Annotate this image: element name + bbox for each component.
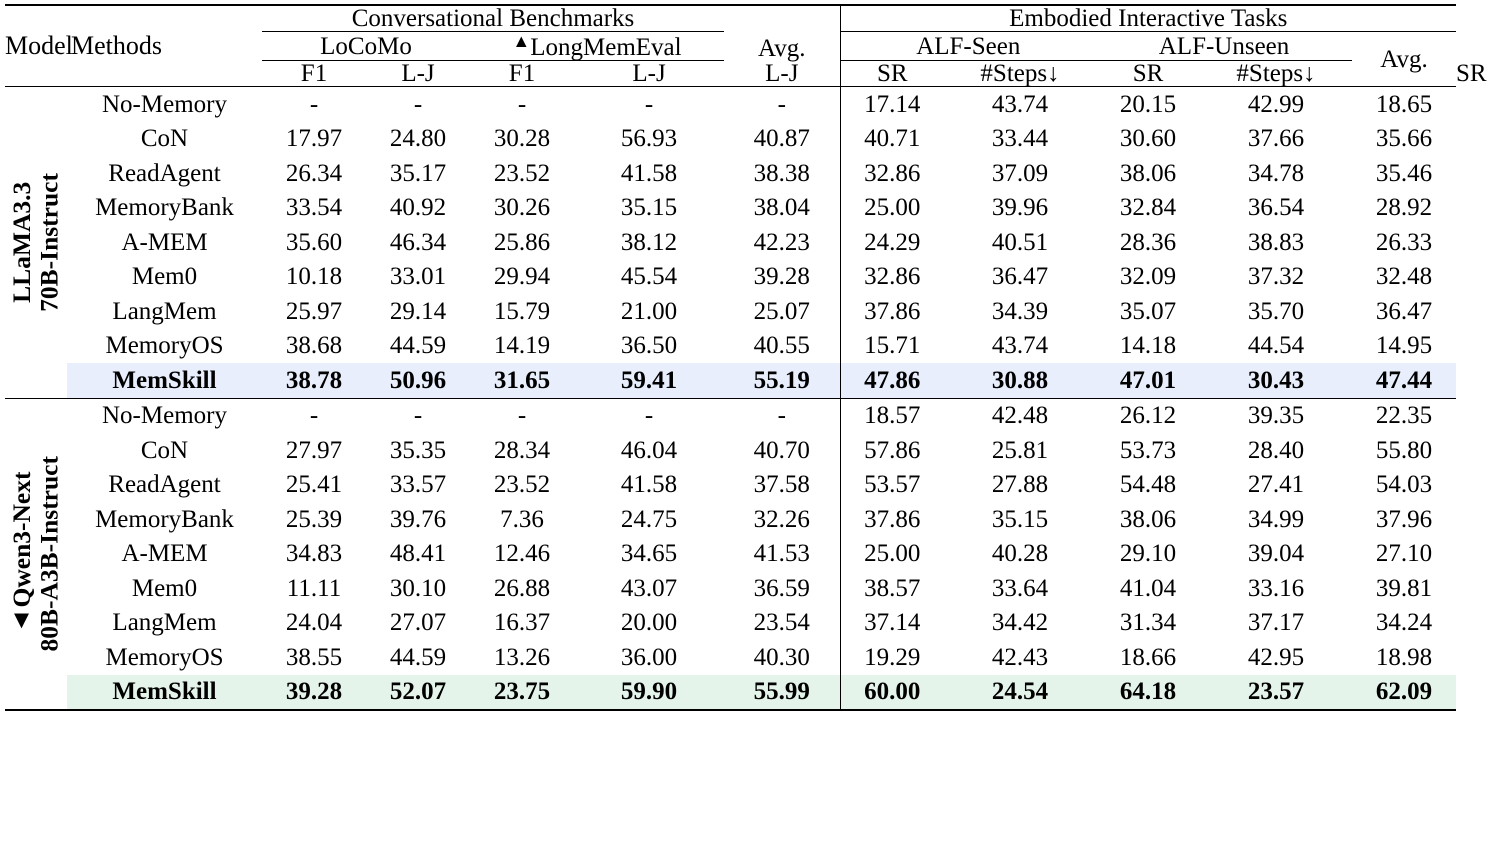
metric-header-7: SR <box>1132 60 1164 87</box>
model-label-line2: 80B-A3B-Instruct <box>35 456 64 652</box>
cell-SR-7: 30.60 <box>1119 125 1177 153</box>
cell-F1-0: 38.78 <box>262 363 366 398</box>
cell-LJ-1: 35.35 <box>389 436 447 464</box>
cell-Steps-8: 23.57 <box>1200 675 1352 711</box>
method-name: MemoryBank <box>95 505 234 533</box>
cell-SR-7: 32.84 <box>1119 194 1177 222</box>
cell-F1-2: 15.79 <box>493 297 551 325</box>
cell-F1-0: 39.28 <box>262 675 366 711</box>
cell-SR-9: 27.10 <box>1375 540 1433 568</box>
methods-column-header: Methods <box>67 5 262 87</box>
cell-SR-9: 26.33 <box>1375 228 1433 256</box>
cell-F1-0: 11.11 <box>286 574 342 602</box>
cell-LJ-3: 45.54 <box>620 263 678 291</box>
header-row-metrics: F1 L-J F1 L-J L-J SR #Steps↓ SR #Steps↓ SR <box>5 61 1456 87</box>
cell-F1-0: 34.83 <box>285 540 343 568</box>
cell-LJ-1: 48.41 <box>389 540 447 568</box>
cell-SR-9: 36.47 <box>1375 297 1433 325</box>
cell-Steps-6: 35.15 <box>991 505 1049 533</box>
subgroup-header-alf-seen: ALF-Seen <box>840 32 1096 61</box>
cell-Steps-8: 42.95 <box>1247 643 1305 671</box>
cell-SR-7: 35.07 <box>1119 297 1177 325</box>
cell-Steps-8: 38.83 <box>1247 228 1305 256</box>
cell-LJ-3: 38.12 <box>620 228 678 256</box>
cell-LJ-1: 50.96 <box>366 363 470 398</box>
cell-F1-2: 23.75 <box>470 675 574 711</box>
cell-F1-0: 25.97 <box>285 297 343 325</box>
method-name: Mem0 <box>131 263 198 291</box>
cell-LJ-4: 32.26 <box>753 505 810 533</box>
model-label-line1: LLaMA3.3 <box>7 181 37 303</box>
rule-cell <box>1200 710 1352 711</box>
cell-F1-0: 38.68 <box>285 332 343 360</box>
rule-cell <box>724 710 840 711</box>
cell-LJ-1: 44.59 <box>389 332 447 360</box>
group-header-conversational-avg: Avg. <box>724 5 840 61</box>
cell-SR-5: 15.71 <box>840 329 944 364</box>
cell-SR-5: 40.71 <box>840 122 944 157</box>
cell-LJ-3: 59.90 <box>574 675 724 711</box>
method-name: A-MEM <box>121 228 208 256</box>
cell-LJ-1: 29.14 <box>389 297 447 325</box>
cell-Steps-8: 39.04 <box>1247 540 1305 568</box>
subgroup-header-alf-unseen: ALF-Unseen <box>1096 32 1352 61</box>
cell-LJ-1: 52.07 <box>366 675 470 711</box>
cell-SR-5: 25.00 <box>840 537 944 572</box>
cell-SR-9: 37.96 <box>1375 505 1433 533</box>
cell-LJ-4: 36.59 <box>753 574 810 602</box>
cell-LJ-1: 39.76 <box>389 505 447 533</box>
cell-F1-0: 26.34 <box>285 159 343 187</box>
cell-LJ-4: 37.58 <box>753 471 810 499</box>
cell-LJ-4: 39.28 <box>753 263 810 291</box>
cell-LJ-3: 41.58 <box>620 159 678 187</box>
method-name: Mem0 <box>131 574 198 602</box>
subgroup-header-locomo: LoCoMo <box>262 32 470 61</box>
metric-header-4: L-J <box>765 59 799 87</box>
cell-LJ-1: 27.07 <box>389 609 447 637</box>
cell-F1-0: 27.97 <box>285 436 343 464</box>
cell-Steps-8: 37.66 <box>1247 125 1305 153</box>
cell-Steps-8: 34.99 <box>1247 505 1305 533</box>
cell-F1-2: 28.34 <box>493 436 551 464</box>
cell-F1-0: 33.54 <box>285 194 343 222</box>
cell-SR-9: 39.81 <box>1375 574 1433 602</box>
cell-F1-2: 30.28 <box>493 125 551 153</box>
method-name: MemoryBank <box>95 194 234 222</box>
model-column-header: Model <box>5 5 67 87</box>
table-row <box>5 640 1456 675</box>
cell-SR-7: 20.15 <box>1096 87 1200 122</box>
cell-Steps-6: 42.43 <box>991 643 1049 671</box>
metric-header-3: L-J <box>632 60 666 87</box>
cell-Steps-6: 33.44 <box>991 125 1049 153</box>
cell-Steps-6: 33.64 <box>991 574 1049 602</box>
cell-SR-5: 47.86 <box>840 363 944 398</box>
metric-header-2: F1 <box>508 60 536 87</box>
cell-SR-9: 32.48 <box>1375 263 1433 291</box>
cell-F1-0: 25.41 <box>285 471 343 499</box>
cell-LJ-4: 38.38 <box>753 159 810 187</box>
cell-SR-9: 54.03 <box>1375 471 1433 499</box>
cell-F1-2: 29.94 <box>493 263 551 291</box>
table-row <box>5 225 1456 260</box>
results-table-figure <box>0 4 1487 841</box>
table-row <box>5 606 1456 641</box>
cell-F1-2: 30.26 <box>493 194 551 222</box>
subgroup-header-longmemeval <box>470 32 724 61</box>
method-name: No-Memory <box>67 87 262 122</box>
cell-LJ-3: 20.00 <box>620 609 678 637</box>
cell-LJ-4: - <box>724 87 840 122</box>
cell-Steps-8: 33.16 <box>1247 574 1305 602</box>
cell-SR-7: 38.06 <box>1119 505 1177 533</box>
subgroup-header-longmemeval-label: LongMemEval <box>530 34 682 61</box>
cell-Steps-6: 43.74 <box>991 332 1049 360</box>
group-header-conversational: Conversational Benchmarks <box>262 5 724 32</box>
cell-LJ-1: 24.80 <box>389 125 447 153</box>
cell-SR-9: 18.65 <box>1352 87 1456 122</box>
rule-cell <box>67 710 262 711</box>
cell-LJ-4: - <box>724 398 840 433</box>
method-name: LangMem <box>112 609 217 637</box>
cell-LJ-3: 41.58 <box>620 471 678 499</box>
cell-LJ-4: 25.07 <box>753 297 810 325</box>
cell-SR-7: 26.12 <box>1096 398 1200 433</box>
metric-header-0: F1 <box>300 60 328 87</box>
cell-Steps-6: 42.48 <box>944 398 1096 433</box>
cell-F1-2: 23.52 <box>493 471 551 499</box>
table-row <box>5 122 1456 157</box>
cell-Steps-8: 37.17 <box>1247 609 1305 637</box>
cell-SR-5: 37.86 <box>840 294 944 329</box>
cell-LJ-4: 40.30 <box>753 643 810 671</box>
rule-cell <box>1096 710 1200 711</box>
method-name: MemoryOS <box>105 643 224 671</box>
cell-Steps-6: 30.88 <box>944 363 1096 398</box>
cell-LJ-1: - <box>366 87 470 122</box>
cell-SR-7: 28.36 <box>1119 228 1177 256</box>
cell-SR-5: 57.86 <box>840 433 944 468</box>
cell-SR-7: 14.18 <box>1119 332 1177 360</box>
metric-header-6: #Steps↓ <box>980 60 1060 87</box>
method-name: CoN <box>140 125 189 153</box>
cell-LJ-1: - <box>366 398 470 433</box>
cell-Steps-6: 25.81 <box>991 436 1049 464</box>
cell-SR-5: 32.86 <box>840 156 944 191</box>
triangle-marker-longmemeval: ▲ <box>512 31 531 51</box>
cell-F1-0: 24.04 <box>285 609 343 637</box>
metric-header-8: #Steps↓ <box>1236 60 1316 87</box>
cell-F1-2: - <box>470 87 574 122</box>
method-name: MemSkill <box>67 363 262 398</box>
cell-SR-5: 17.14 <box>840 87 944 122</box>
cell-Steps-6: 36.47 <box>991 263 1049 291</box>
cell-LJ-4: 55.99 <box>724 675 840 711</box>
model-label-line2: 70B-Instruct <box>35 172 64 312</box>
rule-cell <box>574 710 724 711</box>
rule-cell <box>1352 710 1456 711</box>
rule-cell <box>840 710 944 711</box>
cell-LJ-4: 40.87 <box>753 125 810 153</box>
table-bottom-rule <box>5 710 1456 711</box>
table-row <box>5 675 1456 711</box>
cell-LJ-4: 23.54 <box>753 609 810 637</box>
cell-Steps-6: 43.74 <box>944 87 1096 122</box>
cell-SR-9: 35.46 <box>1375 159 1433 187</box>
cell-SR-7: 29.10 <box>1119 540 1177 568</box>
cell-LJ-3: 46.04 <box>620 436 678 464</box>
cell-Steps-6: 39.96 <box>991 194 1049 222</box>
cell-F1-2: 25.86 <box>493 228 551 256</box>
subgroup-header-embodied-avg: Avg. <box>1380 45 1428 73</box>
method-name: MemoryOS <box>105 332 224 360</box>
cell-Steps-8: 42.99 <box>1200 87 1352 122</box>
cell-SR-9: 14.95 <box>1375 332 1433 360</box>
cell-Steps-8: 27.41 <box>1247 471 1305 499</box>
cell-F1-0: 35.60 <box>285 228 343 256</box>
table-row <box>5 571 1456 606</box>
cell-Steps-6: 34.42 <box>991 609 1049 637</box>
cell-F1-2: - <box>470 398 574 433</box>
cell-LJ-1: 35.17 <box>389 159 447 187</box>
table-row <box>5 87 1456 122</box>
cell-F1-2: 26.88 <box>493 574 551 602</box>
cell-F1-2: 31.65 <box>470 363 574 398</box>
cell-Steps-8: 44.54 <box>1247 332 1305 360</box>
cell-SR-9: 34.24 <box>1375 609 1433 637</box>
results-table <box>5 4 1487 711</box>
cell-SR-9: 62.09 <box>1352 675 1456 711</box>
table-row <box>5 433 1456 468</box>
cell-LJ-4: 42.23 <box>753 228 810 256</box>
cell-LJ-4: 40.70 <box>753 436 810 464</box>
rule-cell <box>470 710 574 711</box>
cell-LJ-4: 41.53 <box>753 540 810 568</box>
model-label-1 <box>5 398 67 710</box>
cell-Steps-8: 34.78 <box>1247 159 1305 187</box>
method-name: A-MEM <box>121 540 208 568</box>
table-row <box>5 260 1456 295</box>
cell-SR-7: 18.66 <box>1119 643 1177 671</box>
cell-Steps-6: 37.09 <box>991 159 1049 187</box>
cell-LJ-3: - <box>574 87 724 122</box>
cell-LJ-3: 36.00 <box>620 643 678 671</box>
cell-Steps-6: 27.88 <box>991 471 1049 499</box>
table-row <box>5 363 1456 398</box>
cell-Steps-8: 28.40 <box>1247 436 1305 464</box>
cell-Steps-8: 39.35 <box>1200 398 1352 433</box>
cell-SR-9: 28.92 <box>1375 194 1433 222</box>
cell-F1-2: 16.37 <box>493 609 551 637</box>
cell-Steps-8: 37.32 <box>1247 263 1305 291</box>
cell-F1-2: 13.26 <box>493 643 551 671</box>
table-row <box>5 294 1456 329</box>
cell-SR-9: 55.80 <box>1375 436 1433 464</box>
table-row <box>5 468 1456 503</box>
cell-SR-7: 31.34 <box>1119 609 1177 637</box>
metric-header-1: L-J <box>401 60 435 87</box>
cell-F1-0: - <box>262 87 366 122</box>
cell-LJ-1: 30.10 <box>389 574 447 602</box>
cell-LJ-3: 59.41 <box>574 363 724 398</box>
cell-F1-0: 25.39 <box>285 505 343 533</box>
cell-LJ-3: 35.15 <box>620 194 678 222</box>
table-row <box>5 537 1456 572</box>
cell-SR-7: 47.01 <box>1096 363 1200 398</box>
cell-SR-5: 24.29 <box>840 225 944 260</box>
cell-SR-5: 38.57 <box>840 571 944 606</box>
cell-LJ-1: 33.57 <box>389 471 447 499</box>
table-row <box>5 329 1456 364</box>
header-row-groups <box>5 5 1456 32</box>
cell-LJ-4: 38.04 <box>753 194 810 222</box>
rule-cell <box>944 710 1096 711</box>
cell-F1-2: 14.19 <box>493 332 551 360</box>
table-body <box>5 87 1456 712</box>
cell-Steps-6: 40.28 <box>991 540 1049 568</box>
cell-SR-7: 53.73 <box>1119 436 1177 464</box>
cell-LJ-1: 44.59 <box>389 643 447 671</box>
cell-LJ-4: 40.55 <box>753 332 810 360</box>
cell-Steps-8: 36.54 <box>1247 194 1305 222</box>
cell-SR-5: 37.86 <box>840 502 944 537</box>
rule-cell <box>366 710 470 711</box>
rule-cell <box>5 710 67 711</box>
cell-LJ-1: 33.01 <box>389 263 447 291</box>
cell-Steps-6: 40.51 <box>991 228 1049 256</box>
cell-SR-5: 53.57 <box>840 468 944 503</box>
table-row <box>5 398 1456 433</box>
model-label-0 <box>5 87 67 399</box>
metric-header-5: SR <box>840 61 944 87</box>
cell-SR-7: 64.18 <box>1096 675 1200 711</box>
cell-LJ-4: 55.19 <box>724 363 840 398</box>
cell-LJ-1: 40.92 <box>389 194 447 222</box>
cell-Steps-8: 30.43 <box>1200 363 1352 398</box>
method-name: LangMem <box>112 297 217 325</box>
cell-SR-5: 18.57 <box>840 398 944 433</box>
method-name: ReadAgent <box>108 471 221 499</box>
cell-LJ-3: 43.07 <box>620 574 678 602</box>
cell-F1-0: - <box>262 398 366 433</box>
cell-Steps-6: 34.39 <box>991 297 1049 325</box>
cell-F1-2: 12.46 <box>493 540 551 568</box>
cell-SR-9: 47.44 <box>1352 363 1456 398</box>
table-row <box>5 502 1456 537</box>
method-name: No-Memory <box>67 398 262 433</box>
cell-SR-7: 41.04 <box>1119 574 1177 602</box>
model-label-line1: ▲Qwen3-Next <box>7 471 37 637</box>
cell-Steps-6: 24.54 <box>944 675 1096 711</box>
table-header <box>5 5 1487 87</box>
cell-SR-5: 32.86 <box>840 260 944 295</box>
cell-SR-5: 25.00 <box>840 191 944 226</box>
cell-SR-7: 54.48 <box>1119 471 1177 499</box>
cell-SR-5: 19.29 <box>840 640 944 675</box>
method-name: CoN <box>140 436 189 464</box>
cell-F1-0: 38.55 <box>285 643 343 671</box>
rule-cell <box>262 710 366 711</box>
cell-LJ-3: 21.00 <box>620 297 678 325</box>
cell-SR-5: 60.00 <box>840 675 944 711</box>
cell-F1-2: 7.36 <box>500 505 544 533</box>
cell-SR-9: 22.35 <box>1352 398 1456 433</box>
cell-SR-7: 38.06 <box>1119 159 1177 187</box>
cell-F1-2: 23.52 <box>493 159 551 187</box>
table-row <box>5 156 1456 191</box>
cell-SR-9: 18.98 <box>1375 643 1433 671</box>
cell-LJ-3: 24.75 <box>620 505 678 533</box>
method-name: ReadAgent <box>108 159 221 187</box>
cell-F1-0: 17.97 <box>285 125 343 153</box>
cell-LJ-3: - <box>574 398 724 433</box>
cell-LJ-1: 46.34 <box>389 228 447 256</box>
cell-SR-9: 35.66 <box>1375 125 1433 153</box>
cell-F1-0: 10.18 <box>285 263 343 291</box>
cell-LJ-3: 36.50 <box>620 332 678 360</box>
cell-Steps-8: 35.70 <box>1247 297 1305 325</box>
cell-LJ-3: 56.93 <box>620 125 678 153</box>
cell-SR-5: 37.14 <box>840 606 944 641</box>
group-header-embodied: Embodied Interactive Tasks <box>840 5 1456 32</box>
cell-SR-7: 32.09 <box>1119 263 1177 291</box>
cell-LJ-3: 34.65 <box>620 540 678 568</box>
method-name: MemSkill <box>67 675 262 711</box>
table-row <box>5 191 1456 226</box>
